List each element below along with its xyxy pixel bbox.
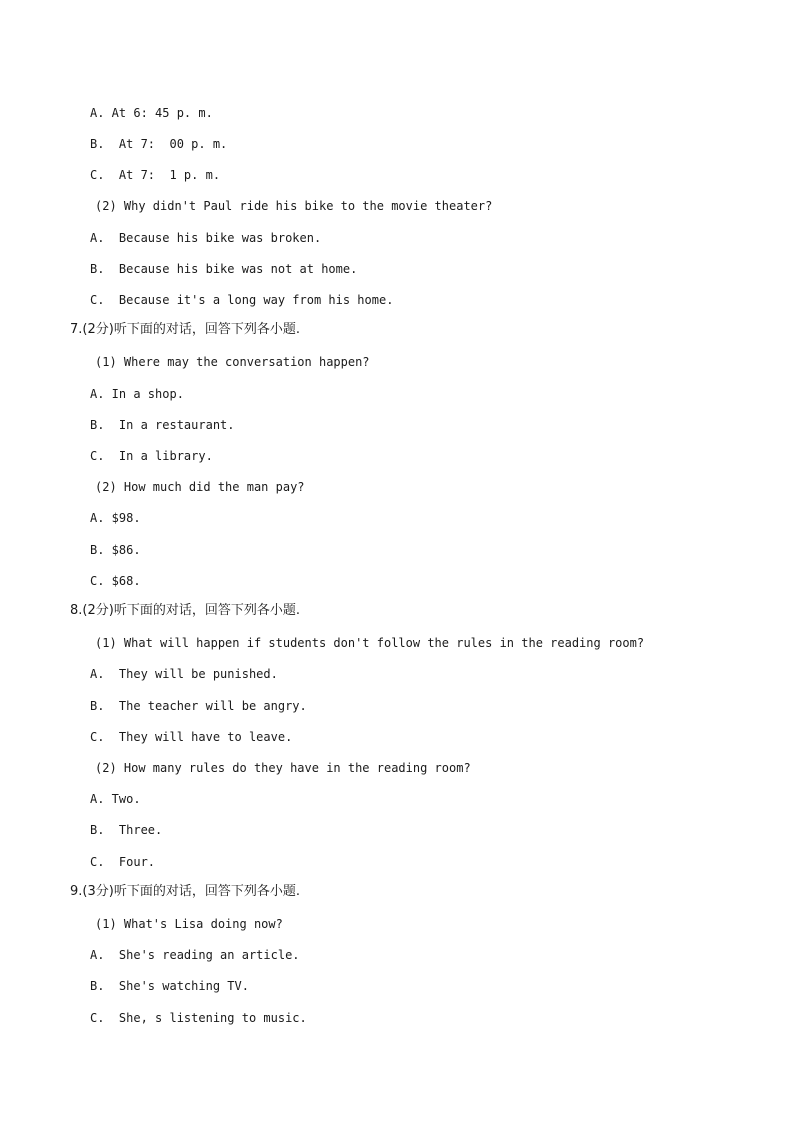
option-a: A. Because his bike was broken. xyxy=(90,231,322,245)
option-a: A. Two. xyxy=(90,792,141,806)
sub-question: (2) How many rules do they have in the reading room? xyxy=(95,761,471,775)
option-c: C. Because it's a long way from his home. xyxy=(90,293,394,307)
option-c: C. She, s listening to music. xyxy=(90,1011,307,1025)
option-b: B. Three. xyxy=(90,823,163,837)
option-c: C. In a library. xyxy=(90,449,213,463)
option-a: A. She's reading an article. xyxy=(90,948,300,962)
question-header-9: 9.(3分)听下面的对话，回答下列各小题. xyxy=(70,884,300,899)
sub-question: (2) How much did the man pay? xyxy=(95,480,305,494)
sub-question: (1) What's Lisa doing now? xyxy=(95,917,283,931)
option-c: C. $68. xyxy=(90,574,141,588)
option-c: C. At 7: 1 p. m. xyxy=(90,168,221,182)
option-a: A. $98. xyxy=(90,511,141,525)
option-b: B. At 7: 00 p. m. xyxy=(90,137,228,151)
sub-question: (2) Why didn't Paul ride his bike to the movie theater? xyxy=(95,199,493,213)
option-a: A. In a shop. xyxy=(90,387,184,401)
option-a: A. They will be punished. xyxy=(90,667,278,681)
question-header-7: 7.(2分)听下面的对话，回答下列各小题. xyxy=(70,322,300,337)
option-b: B. The teacher will be angry. xyxy=(90,699,307,713)
option-c: C. They will have to leave. xyxy=(90,730,293,744)
question-header-8: 8.(2分)听下面的对话，回答下列各小题. xyxy=(70,603,300,618)
sub-question: (1) What will happen if students don't follow the rules in the reading room? xyxy=(95,636,645,650)
option-b: B. She's watching TV. xyxy=(90,979,249,993)
option-a: A. At 6: 45 p. m. xyxy=(90,106,213,120)
option-b: B. Because his bike was not at home. xyxy=(90,262,358,276)
option-c: C. Four. xyxy=(90,855,156,869)
sub-question: (1) Where may the conversation happen? xyxy=(95,355,370,369)
option-b: B. $86. xyxy=(90,543,141,557)
option-b: B. In a restaurant. xyxy=(90,418,235,432)
